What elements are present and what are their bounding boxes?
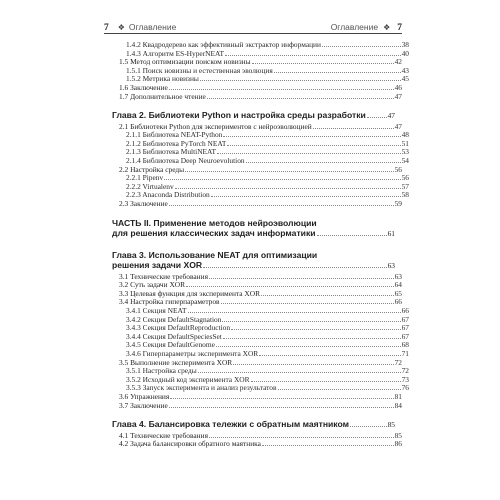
toc-entry-page-number: 84 xyxy=(394,400,402,410)
toc-entry-title: 2.2.1 Pipenv xyxy=(126,174,164,183)
dot-leader xyxy=(322,40,401,47)
toc-entry-title: 1.5 Метод оптимизации поиском новизны xyxy=(119,58,251,67)
toc-entry[interactable] xyxy=(112,272,402,281)
toc-entry[interactable] xyxy=(112,190,409,199)
toc-entry-page-number: 59 xyxy=(394,199,402,208)
dot-leader xyxy=(223,130,400,137)
toc-entry-title: 1.5.2 Метрика новизны xyxy=(126,75,199,84)
dot-leader xyxy=(313,122,394,129)
toc-entry[interactable] xyxy=(112,122,402,131)
dot-leader xyxy=(164,173,400,180)
dot-leader xyxy=(259,349,400,356)
toc-entry[interactable] xyxy=(112,358,402,367)
dot-leader xyxy=(200,74,401,81)
toc-entry-title: 3.5.2 Исходный код эксперимента XOR xyxy=(126,375,250,384)
toc-entry-title: 3.4 Настройка гиперпараметров xyxy=(119,298,220,307)
toc-chapter-4-entries xyxy=(112,430,402,449)
running-header-left xyxy=(104,21,176,34)
toc-entry[interactable] xyxy=(112,332,409,341)
dot-leader xyxy=(169,83,394,90)
toc-entry-page-number: 48 xyxy=(401,130,409,140)
toc-entry[interactable] xyxy=(112,74,409,83)
toc-entry[interactable] xyxy=(112,66,409,75)
dot-leader xyxy=(350,419,387,427)
toc-entry-page-number: 66 xyxy=(394,297,402,307)
table-of-contents xyxy=(112,40,409,449)
toc-entry[interactable] xyxy=(112,165,402,174)
toc-entry-page-number: 86 xyxy=(394,439,402,449)
toc-entry-title: 3.4.5 Секция DefaultGenome xyxy=(126,341,215,350)
toc-entry-page-number: 73 xyxy=(401,374,409,384)
toc-entry[interactable] xyxy=(112,40,409,49)
dot-leader xyxy=(231,323,401,330)
dot-leader xyxy=(367,110,387,118)
toc-entry-page-number: 38 xyxy=(401,40,409,49)
dot-leader xyxy=(221,297,394,304)
toc-entry-page-number: 64 xyxy=(394,280,402,290)
part-title-line-2: для решения классических задач информатики xyxy=(112,228,316,239)
toc-entry-page-number: 51 xyxy=(401,138,409,148)
toc-entry-page-number: 63 xyxy=(394,271,402,281)
part-title-line-1: ЧАСТЬ II. Применение методов нейроэволюции xyxy=(112,217,317,228)
toc-entry-title: 3.5.1 Настройка среды xyxy=(126,367,197,376)
dot-leader xyxy=(185,165,393,172)
toc-entry-title: 3.6 Упражнения xyxy=(119,392,170,401)
dot-leader xyxy=(170,392,393,399)
toc-entry-page-number: 56 xyxy=(401,173,409,183)
ornament-icon: ❖ xyxy=(383,23,391,32)
chapter-page-number: 85 xyxy=(387,420,395,430)
toc-entry[interactable] xyxy=(112,173,409,182)
toc-entry[interactable] xyxy=(112,139,409,148)
toc-entry-title: 3.4.2 Секция DefaultStagnation xyxy=(126,315,222,324)
toc-entry[interactable] xyxy=(112,439,402,448)
toc-entry[interactable] xyxy=(112,280,402,289)
toc-entry-title: 4.2 Задача балансировки обратного маятника xyxy=(119,440,261,449)
toc-entry[interactable] xyxy=(112,83,402,92)
dot-leader xyxy=(225,49,401,56)
toc-entry[interactable] xyxy=(112,431,402,440)
dot-leader xyxy=(175,182,401,189)
toc-entry-page-number: 71 xyxy=(401,348,409,358)
toc-entry-title: 1.5.1 Поиск новизны и естественная эволюция xyxy=(126,66,273,75)
dot-leader xyxy=(278,383,401,390)
toc-entry[interactable] xyxy=(112,297,402,306)
toc-entry[interactable] xyxy=(112,306,409,315)
dot-leader xyxy=(251,375,401,382)
toc-entry[interactable] xyxy=(112,199,402,208)
toc-entry-page-number: 68 xyxy=(401,340,409,350)
chapter-page-number: 63 xyxy=(387,261,395,271)
dot-leader xyxy=(209,272,394,279)
dot-leader xyxy=(169,401,394,408)
dot-leader xyxy=(186,280,394,287)
toc-entry[interactable] xyxy=(112,340,409,349)
toc-chapter-3-entries xyxy=(112,271,409,410)
toc-chapter-2-entries xyxy=(112,121,409,208)
toc-entry-title: 1.7 Дополнительное чтение xyxy=(119,92,206,101)
toc-entry-title: 2.2.2 Virtualenv xyxy=(126,182,174,191)
dot-leader xyxy=(261,289,394,296)
dot-leader xyxy=(233,358,393,365)
toc-entry-page-number: 40 xyxy=(401,48,409,58)
toc-entry-page-number: 47 xyxy=(394,121,402,131)
toc-entry-page-number: 56 xyxy=(394,164,402,174)
toc-entry-title: 2.1.1 Библиотека NEAT-Python xyxy=(126,131,223,140)
toc-entry-title: 2.3 Заключение xyxy=(119,200,168,208)
toc-entry-page-number: 72 xyxy=(394,357,402,367)
toc-entry-title: 3.5.3 Запуск эксперимента и анализ результатов xyxy=(126,384,277,393)
dot-leader xyxy=(217,147,401,154)
toc-entry[interactable] xyxy=(112,147,409,156)
toc-entry-title: 2.1 Библиотеки Python для экспериментов с нейроэволюцией xyxy=(119,122,312,131)
dot-leader xyxy=(246,156,401,163)
toc-entry[interactable] xyxy=(112,383,409,392)
toc-entry-page-number: 85 xyxy=(394,430,402,440)
toc-entry[interactable] xyxy=(112,156,409,165)
toc-entry-title: 3.1 Технические требования xyxy=(119,272,208,281)
toc-entry-page-number: 67 xyxy=(401,314,409,324)
running-header-right xyxy=(331,21,402,34)
toc-entry-title: 3.4.1 Секция NEAT xyxy=(126,306,187,315)
chapter-title-line-2: решения задачи XOR xyxy=(112,260,203,271)
toc-entry[interactable] xyxy=(112,323,409,332)
toc-entry[interactable] xyxy=(112,130,409,139)
toc-entry[interactable] xyxy=(112,57,402,66)
toc-entry-title: 4.1 Технические требования xyxy=(119,431,208,440)
toc-entry[interactable] xyxy=(112,375,409,384)
dot-leader xyxy=(203,260,387,268)
chapter-title: Глава 2. Библиотеки Python и настройка среды разработки xyxy=(112,110,366,121)
toc-entry-page-number: 81 xyxy=(394,391,402,401)
toc-entry-page-number: 58 xyxy=(401,190,409,200)
dot-leader xyxy=(222,315,400,322)
dot-leader xyxy=(211,190,401,197)
toc-entry-title: 3.4.3 Секция DefaultReproduction xyxy=(126,324,231,333)
toc-entry[interactable] xyxy=(112,49,409,58)
toc-entry-title: 3.7 Заключение xyxy=(119,401,168,410)
toc-entry-page-number: 67 xyxy=(401,323,409,333)
toc-entry[interactable] xyxy=(112,401,402,410)
toc-entry-page-number: 54 xyxy=(401,156,409,166)
toc-entry-page-number: 46 xyxy=(394,82,402,92)
dot-leader xyxy=(188,306,401,313)
toc-entry-page-number: 43 xyxy=(401,65,409,75)
toc-entry-title: 2.1.3 Библиотека MultiNEAT xyxy=(126,148,217,157)
toc-part-2[interactable] xyxy=(112,218,395,240)
toc-entry[interactable] xyxy=(112,366,409,375)
dot-leader xyxy=(198,366,401,373)
dot-leader xyxy=(169,199,394,206)
toc-entry-page-number: 53 xyxy=(401,147,409,157)
toc-entry-title: 3.4.6 Гиперпараметры эксперимента XOR xyxy=(126,349,259,358)
toc-entry-title: 3.5 Выполнение эксперимента XOR xyxy=(119,358,233,367)
dot-leader xyxy=(262,439,394,446)
part-page-number: 61 xyxy=(387,229,395,239)
toc-entry-page-number: 47 xyxy=(394,91,402,101)
toc-entry-title: 1.4.3 Алгоритм ES-HyperNEAT xyxy=(126,49,225,58)
toc-entry-title: 1.6 Заключение xyxy=(119,83,168,92)
toc-entry-title: 3.4.4 Секция DefaultSpeciesSet xyxy=(126,332,222,341)
toc-entry-title: 3.2 Суть задачи XOR xyxy=(119,281,186,290)
toc-entry[interactable] xyxy=(112,349,409,358)
running-header xyxy=(104,21,402,34)
right-page-number: 7 xyxy=(397,23,402,33)
toc-entry-page-number: 57 xyxy=(401,181,409,191)
toc-entry-page-number: 45 xyxy=(401,74,409,84)
toc-chapter-3[interactable] xyxy=(112,250,395,272)
toc-section-1-tail xyxy=(112,40,409,101)
toc-entry-page-number: 42 xyxy=(394,57,402,67)
dot-leader xyxy=(209,431,394,438)
toc-entry-title: 2.1.2 Библиотека PyTorch NEAT xyxy=(126,139,227,148)
toc-entry-page-number: 65 xyxy=(394,288,402,298)
toc-entry-page-number: 76 xyxy=(401,383,409,393)
dot-leader xyxy=(274,66,401,73)
toc-entry-title: 3.3 Целевая функция для эксперимента XOR xyxy=(119,289,260,298)
ornament-icon: ❖ xyxy=(117,23,125,32)
toc-entry-page-number: 72 xyxy=(401,366,409,376)
dot-leader xyxy=(252,57,394,64)
left-page-number: 7 xyxy=(104,23,109,33)
right-section-title: Оглавление xyxy=(330,22,379,32)
toc-chapter-2[interactable] xyxy=(112,110,395,122)
toc-entry[interactable] xyxy=(112,182,409,191)
dot-leader xyxy=(223,332,401,339)
toc-chapter-4[interactable] xyxy=(112,419,395,431)
toc-entry[interactable] xyxy=(112,392,402,401)
toc-entry-page-number: 67 xyxy=(401,331,409,341)
dot-leader xyxy=(317,228,387,236)
toc-entry-title: 2.1.4 Библиотека Deep Neuroevolution xyxy=(126,157,245,166)
toc-entry[interactable] xyxy=(112,289,402,298)
dot-leader xyxy=(227,139,400,146)
chapter-page-number: 47 xyxy=(387,111,395,121)
dot-leader xyxy=(207,92,394,99)
toc-entry-page-number: 66 xyxy=(401,305,409,315)
toc-entry[interactable] xyxy=(112,92,402,101)
chapter-title: Глава 4. Балансировка тележки с обратным маятником xyxy=(112,419,349,430)
toc-entry-title: 2.2.3 Anaconda Distribution xyxy=(126,191,210,200)
chapter-title-line-1: Глава 3. Использование NEAT для оптимизации xyxy=(112,249,318,260)
toc-entry[interactable] xyxy=(112,315,409,324)
toc-entry-title: 2.2 Настройка среды xyxy=(119,165,185,174)
toc-entry-title: 1.4.2 Квадродерево как эффективный экстрактор информации xyxy=(126,41,321,49)
left-section-title: Оглавление xyxy=(128,22,177,32)
dot-leader xyxy=(216,340,401,347)
